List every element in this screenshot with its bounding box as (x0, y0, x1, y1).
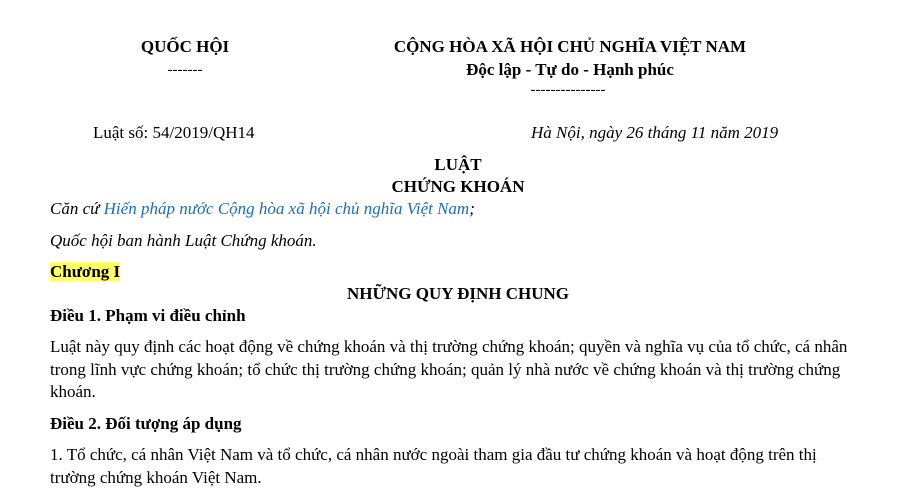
place-date: Hà Nội, ngày 26 tháng 11 năm 2019 (531, 123, 779, 142)
nation-title: CỘNG HÒA XÃ HỘI CHỦ NGHĨA VIỆT NAM (393, 37, 747, 56)
chapter-label (50, 262, 120, 282)
chapter-title: NHỮNG QUY ĐỊNH CHUNG (346, 284, 570, 303)
national-motto: Độc lập - Tự do - Hạnh phúc (466, 60, 674, 79)
article-2-text: 1. Tổ chức, cá nhân Việt Nam và tổ chức, cá nhân nước ngoài tham gia đầu tư chứng khoán và hoạt động trên thị trường chứng khoán Việt Nam. (50, 445, 817, 487)
legal-basis-suffix: ; (469, 199, 475, 218)
constitution-link[interactable]: Hiến pháp nước Cộng hòa xã hội chủ nghĩa Việt Nam (103, 199, 470, 218)
law-number: Luật số: 54/2019/QH14 (93, 123, 255, 142)
legal-basis-prefix: Căn cứ (50, 199, 104, 218)
chapter-label-text: Chương I (50, 262, 121, 281)
article-2-heading: Điều 2. Đối tượng áp dụng (50, 414, 242, 433)
promulgation-statement: Quốc hội ban hành Luật Chứng khoán. (50, 231, 317, 250)
law-title-line2: CHỨNG KHOÁN (391, 177, 525, 196)
article-1-heading: Điều 1. Phạm vi điều chỉnh (50, 306, 246, 325)
law-title-line1: LUẬT (434, 155, 482, 174)
motto-divider: --------------- (530, 82, 606, 98)
issuer-divider: ------- (167, 62, 203, 78)
article-1-text: Luật này quy định các hoạt động về chứng khoán và thị trường chứng khoán; quyền và nghĩa vụ của tổ chức, cá nhân trong lĩnh vực chứng khoán; tổ chức thị trường chứng khoán; quản lý nhà nước về chứng khoán và thị trường chứng khoán. (50, 337, 848, 401)
issuer-name: QUỐC HỘI (140, 37, 230, 56)
legal-basis (50, 199, 475, 219)
